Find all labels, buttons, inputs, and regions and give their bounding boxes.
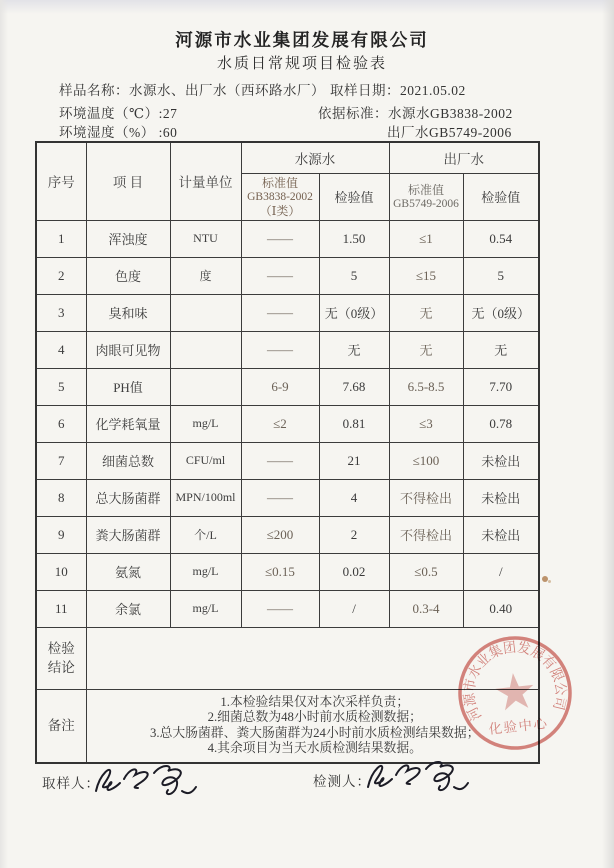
conclusion-label: 检验 结论 bbox=[36, 627, 86, 689]
cell-source-standard: ≤200 bbox=[241, 516, 319, 553]
cell-item: 余氯 bbox=[86, 590, 170, 627]
table-row bbox=[36, 368, 539, 405]
cell-factory-value: 0.40 bbox=[463, 590, 539, 627]
cell-item: 化学耗氧量 bbox=[86, 405, 170, 442]
header-factory-checkvalue: 检验值 bbox=[463, 173, 539, 220]
cell-factory-value: 0.78 bbox=[463, 405, 539, 442]
sample-name-value: 水源水、出厂水（西环路水厂） bbox=[129, 83, 325, 98]
standard-factory-line bbox=[387, 121, 512, 141]
standard-label: 依据标准： bbox=[318, 106, 388, 121]
cell-seq: 5 bbox=[36, 368, 86, 405]
cell-unit: CFU/ml bbox=[170, 442, 241, 479]
header-item: 项 目 bbox=[86, 142, 170, 220]
sampler-label: 取样人： bbox=[42, 776, 100, 791]
cell-source-value: 无 bbox=[319, 331, 389, 368]
cell-source-standard: —— bbox=[241, 590, 319, 627]
cell-factory-standard: ≤0.5 bbox=[389, 553, 463, 590]
cell-seq: 8 bbox=[36, 479, 86, 516]
env-humidity-label: 环境湿度（%） : bbox=[59, 125, 163, 140]
cell-source-value: 无（0级） bbox=[319, 294, 389, 331]
tester-signature bbox=[360, 753, 478, 801]
cell-source-value: / bbox=[319, 590, 389, 627]
cell-source-standard: —— bbox=[241, 479, 319, 516]
table-row bbox=[36, 479, 539, 516]
cell-source-standard: —— bbox=[241, 331, 319, 368]
cell-item: 粪大肠菌群 bbox=[86, 516, 170, 553]
table-row bbox=[36, 294, 539, 331]
remarks-label: 备注 bbox=[36, 689, 86, 763]
cell-factory-standard: ≤15 bbox=[389, 257, 463, 294]
remark-line: 4.其余项目为当天水质检测结果数据。 bbox=[207, 741, 422, 756]
table-row bbox=[36, 553, 539, 590]
cell-item: 氨氮 bbox=[86, 553, 170, 590]
env-temp-label: 环境温度（℃）: bbox=[59, 106, 163, 121]
sampling-date-label: 取样日期： bbox=[330, 83, 400, 98]
scan-edge-top bbox=[0, 0, 614, 14]
cell-seq: 6 bbox=[36, 405, 86, 442]
cell-factory-value: 未检出 bbox=[463, 479, 539, 516]
cell-source-value: 2 bbox=[319, 516, 389, 553]
cell-item: 细菌总数 bbox=[86, 442, 170, 479]
env-temp-value: 27 bbox=[162, 106, 178, 121]
sampling-date-line bbox=[330, 79, 466, 99]
table-row bbox=[36, 331, 539, 368]
env-temp-line bbox=[59, 102, 177, 122]
company-title: 河源市水业集团发展有限公司 bbox=[175, 30, 429, 50]
table-row bbox=[36, 257, 539, 294]
table-row bbox=[36, 220, 539, 257]
cell-source-standard: —— bbox=[241, 294, 319, 331]
cell-source-value: 4 bbox=[319, 479, 389, 516]
scan-edge-left bbox=[0, 0, 8, 868]
cell-seq: 9 bbox=[36, 516, 86, 553]
cell-factory-value: 未检出 bbox=[463, 442, 539, 479]
cell-factory-value: 未检出 bbox=[463, 516, 539, 553]
cell-unit: mg/L bbox=[170, 553, 241, 590]
star-icon bbox=[494, 671, 536, 711]
cell-source-value: 7.68 bbox=[319, 368, 389, 405]
cell-source-standard: ≤0.15 bbox=[241, 553, 319, 590]
cell-unit: 个/L bbox=[170, 516, 241, 553]
header-factory-water: 出厂水 bbox=[389, 142, 539, 173]
cell-source-value: 0.81 bbox=[319, 405, 389, 442]
table-row bbox=[36, 405, 539, 442]
table-row bbox=[36, 442, 539, 479]
cell-factory-standard: 无 bbox=[389, 331, 463, 368]
table-row bbox=[36, 516, 539, 553]
env-humidity-line bbox=[59, 121, 177, 141]
cell-seq: 3 bbox=[36, 294, 86, 331]
document-title: 水质日常规项目检验表 bbox=[216, 56, 387, 72]
standard-source-value: 水源水GB3838-2002 bbox=[388, 106, 513, 121]
standard-factory-value: 出厂水GB5749-2006 bbox=[387, 125, 512, 140]
cell-item: 肉眼可见物 bbox=[86, 331, 170, 368]
stamp-ring-text: 河源市水业集团发展有限公司 bbox=[462, 640, 568, 723]
standard-source-line bbox=[318, 102, 513, 122]
cell-seq: 1 bbox=[36, 220, 86, 257]
tester-label: 检测人： bbox=[313, 774, 371, 789]
sampling-date-value: 2021.05.02 bbox=[400, 83, 466, 98]
cell-source-standard: —— bbox=[241, 442, 319, 479]
cell-seq: 11 bbox=[36, 590, 86, 627]
cell-source-value: 21 bbox=[319, 442, 389, 479]
header-unit: 计量单位 bbox=[170, 142, 241, 220]
cell-source-value: 0.02 bbox=[319, 553, 389, 590]
paper-speck bbox=[548, 580, 551, 583]
cell-factory-standard: 不得检出 bbox=[389, 479, 463, 516]
cell-item: 臭和味 bbox=[86, 294, 170, 331]
cell-unit bbox=[170, 331, 241, 368]
cell-factory-value: 无 bbox=[463, 331, 539, 368]
cell-source-value: 1.50 bbox=[319, 220, 389, 257]
env-humidity-value: 60 bbox=[162, 125, 178, 140]
cell-factory-standard: ≤1 bbox=[389, 220, 463, 257]
cell-source-standard: —— bbox=[241, 220, 319, 257]
cell-unit: mg/L bbox=[170, 590, 241, 627]
cell-unit: 度 bbox=[170, 257, 241, 294]
remark-line: 1.本检验结果仅对本次采样负责； bbox=[220, 694, 410, 709]
header-source-standard: 标准值 GB3838-2002 （Ⅰ类） bbox=[241, 173, 319, 220]
cell-factory-value: 5 bbox=[463, 257, 539, 294]
header-source-water: 水源水 bbox=[241, 142, 389, 173]
cell-unit: MPN/100ml bbox=[170, 479, 241, 516]
cell-factory-standard: 6.5-8.5 bbox=[389, 368, 463, 405]
cell-seq: 2 bbox=[36, 257, 86, 294]
cell-unit bbox=[170, 294, 241, 331]
cell-factory-standard: 无 bbox=[389, 294, 463, 331]
cell-factory-value: / bbox=[463, 553, 539, 590]
cell-item: PH值 bbox=[86, 368, 170, 405]
cell-factory-value: 0.54 bbox=[463, 220, 539, 257]
sample-name-line bbox=[59, 79, 325, 99]
cell-unit: mg/L bbox=[170, 405, 241, 442]
cell-item: 浑浊度 bbox=[86, 220, 170, 257]
sampler-signature bbox=[88, 757, 206, 805]
cell-item: 色度 bbox=[86, 257, 170, 294]
cell-item: 总大肠菌群 bbox=[86, 479, 170, 516]
remark-line: 3.总大肠菌群、粪大肠菌群为24小时前水质检测结果数据； bbox=[149, 725, 480, 740]
cell-source-standard: —— bbox=[241, 257, 319, 294]
cell-unit bbox=[170, 368, 241, 405]
cell-source-value: 5 bbox=[319, 257, 389, 294]
stamp-center-text: 化验中心 bbox=[487, 715, 550, 737]
cell-factory-standard: ≤100 bbox=[389, 442, 463, 479]
cell-factory-standard: 0.3-4 bbox=[389, 590, 463, 627]
cell-factory-standard: ≤3 bbox=[389, 405, 463, 442]
cell-factory-standard: 不得检出 bbox=[389, 516, 463, 553]
cell-seq: 7 bbox=[36, 442, 86, 479]
cell-seq: 4 bbox=[36, 331, 86, 368]
cell-seq: 10 bbox=[36, 553, 86, 590]
cell-unit: NTU bbox=[170, 220, 241, 257]
cell-source-standard: 6-9 bbox=[241, 368, 319, 405]
header-factory-standard: 标准值 GB5749-2006 bbox=[389, 173, 463, 220]
header-seq: 序号 bbox=[36, 142, 86, 220]
cell-source-standard: ≤2 bbox=[241, 405, 319, 442]
cell-factory-value: 无（0级） bbox=[463, 294, 539, 331]
sample-name-label: 样品名称： bbox=[59, 83, 129, 98]
table-header-groups bbox=[36, 142, 539, 173]
header-source-checkvalue: 检验值 bbox=[319, 173, 389, 220]
cell-factory-value: 7.70 bbox=[463, 368, 539, 405]
remark-line: 2.细菌总数为48小时前水质检测数据； bbox=[207, 710, 422, 725]
